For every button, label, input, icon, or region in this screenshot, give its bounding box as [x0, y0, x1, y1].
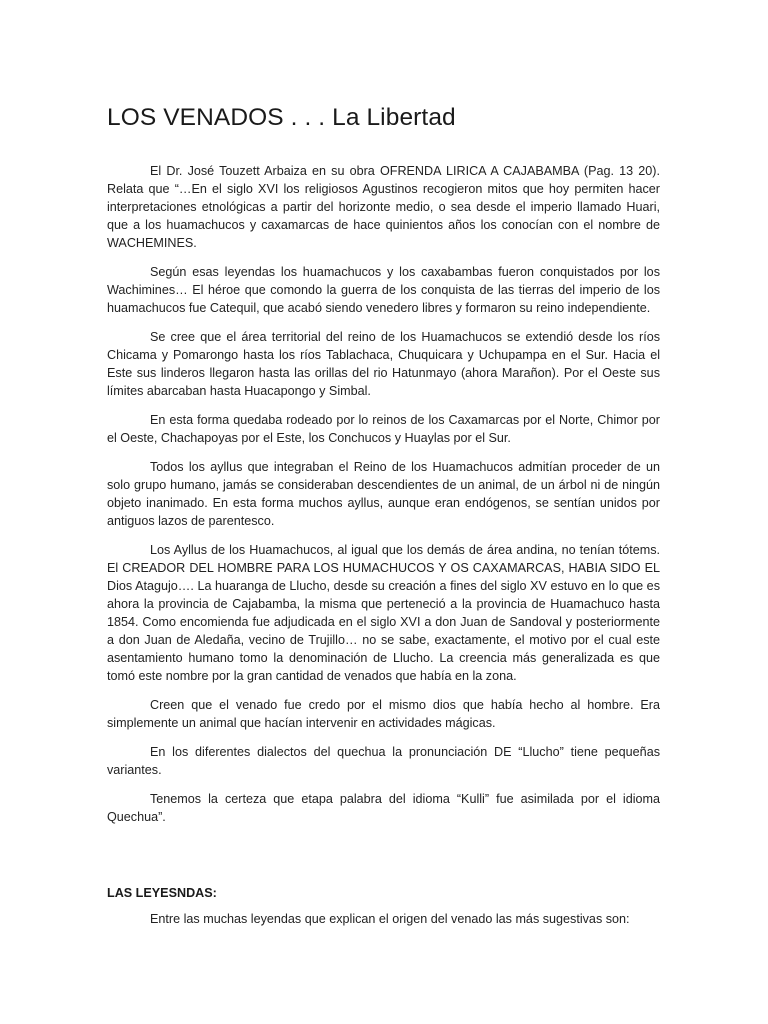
- paragraph-9: Tenemos la certeza que etapa palabra del idioma “Kulli” fue asimilada por el idioma Quechua”.: [107, 792, 660, 824]
- document-title: LOS VENADOS . . . La Libertad: [107, 104, 456, 131]
- paragraph-4: En esta forma quedaba rodeado por lo reinos de los Caxamarcas por el Norte, Chimor por el Oeste, Chachapoyas por el Este, los Conchucos y Huaylas por el Sur.: [107, 413, 660, 445]
- paragraph-2: Según esas leyendas los huamachucos y los caxabambas fueron conquistados por los Wachimines… El héroe que comondo la guerra de los conquista de las tierras del imperio de los huamachucos fue Catequil, que acabó siendo venedero libres y formaron su reino independiente.: [107, 265, 660, 315]
- section-heading: LAS LEYESNDAS:: [107, 886, 217, 900]
- paragraph-3: Se cree que el área territorial del reino de los Huamachucos se extendió desde los ríos Chicama y Pomarongo hasta los ríos Tablachaca, Chuquicara y Uchupampa en el Sur. Hacia el Este sus linderos llegaron hasta las orillas del rio Hatunmayo (ahora Marañon). Por el Oeste sus límites abarcaban hasta Huacapongo y Simbal.: [107, 330, 660, 398]
- paragraph-8: En los diferentes dialectos del quechua la pronunciación DE “Llucho” tiene pequeñas variantes.: [107, 745, 660, 777]
- section-intro: Entre las muchas leyendas que explican el origen del venado las más sugestivas son:: [150, 912, 630, 926]
- paragraph-1: El Dr. José Touzett Arbaiza en su obra OFRENDA LIRICA A CAJABAMBA (Pag. 13 20). Relata que “…En el siglo XVI los religiosos Agustinos recogieron mitos que hoy permiten hacer interpretaciones etnológicas a partir del horizonte medio, o sea desde el imperio llamado Huari, que a los huamachucos y caxamarcas de hace quinientos años los conocían con el nombre de WACHEMINES.: [107, 164, 660, 250]
- paragraph-5: Todos los ayllus que integraban el Reino de los Huamachucos admitían proceder de un solo grupo humano, jamás se consideraban descendientes de un animal, de un árbol ni de ningún objeto inanimado. En esta forma muchos ayllus, aunque eran endógenos, se sentían unidos por antiguos lazos de parentesco.: [107, 460, 660, 528]
- paragraph-6: Los Ayllus de los Huamachucos, al igual que los demás de área andina, no tenían tótems. El CREADOR DEL HOMBRE PARA LOS HUMACHUCOS Y OS CAXAMARCAS, HABIA SIDO EL Dios Atagujo…. La huaranga de Llucho, desde su creación a fines del siglo XV estuvo en lo que es ahora la provincia de Cajabamba, la misma que perteneció a la provincia de Huamachuco hasta 1854. Como encomienda fue adjudicada en el siglo XVI a don Juan de Sandoval y posteriormente a don Juan de Aledaña, vecino de Trujillo… no se sabe, exactamente, el motivo por el cual este asentamiento humano tomo la denominación de Llucho. La creencia más generalizada es que tomó este nombre por la gran cantidad de venados que había en la zona.: [107, 543, 660, 683]
- document-body: [107, 162, 660, 837]
- document-page: [107, 0, 660, 1024]
- paragraph-7: Creen que el venado fue credo por el mismo dios que había hecho al hombre. Era simplemente un animal que hacían intervenir en actividades mágicas.: [107, 698, 660, 730]
